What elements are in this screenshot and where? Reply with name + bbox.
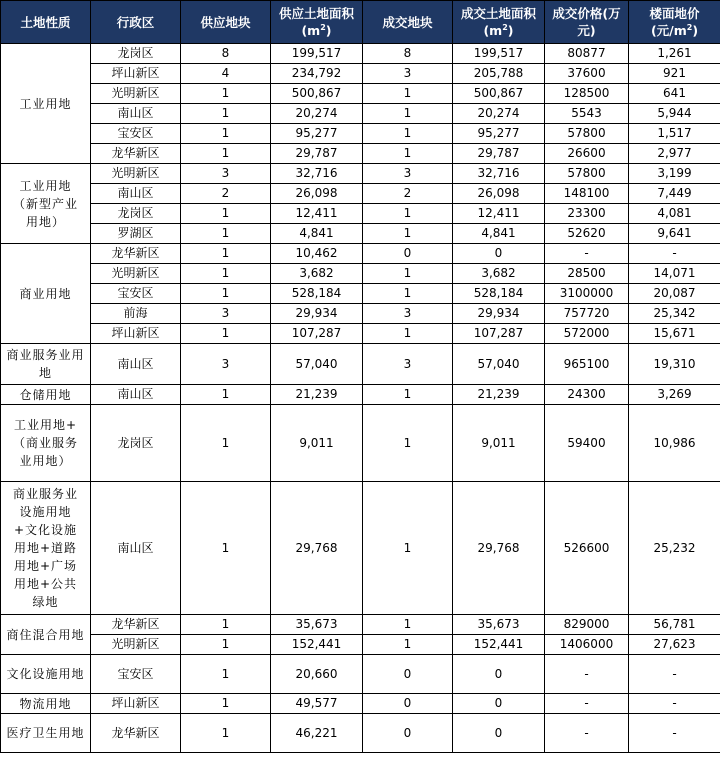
table-row [1, 224, 720, 244]
deal-count-cell: 3 [363, 64, 453, 84]
table-row [1, 264, 720, 284]
floor-price-cell: 20,087 [629, 284, 720, 304]
superscript-two: 2 [686, 22, 693, 32]
table-row [1, 44, 720, 64]
supply-area-cell: 199,517 [271, 44, 363, 64]
supply-count-cell: 1 [181, 244, 271, 264]
supply-area-cell: 21,239 [271, 385, 363, 405]
floor-price-cell: 9,641 [629, 224, 720, 244]
deal-area-cell: 35,673 [453, 615, 545, 635]
price-cell: - [545, 244, 629, 264]
supply-area-cell: 234,792 [271, 64, 363, 84]
floor-price-cell: 7,449 [629, 184, 720, 204]
price-cell: 1406000 [545, 635, 629, 655]
price-cell: 965100 [545, 344, 629, 385]
supply-area-cell: 500,867 [271, 84, 363, 104]
price-cell: - [545, 714, 629, 753]
supply-area-cell: 4,841 [271, 224, 363, 244]
deal-count-cell: 1 [363, 324, 453, 344]
deal-area-cell: 0 [453, 244, 545, 264]
table-row [1, 244, 720, 264]
header-price: 成交价格(万元) [545, 1, 629, 44]
floor-price-cell: 10,986 [629, 405, 720, 482]
district-cell: 龙岗区 [91, 405, 181, 482]
price-cell: 148100 [545, 184, 629, 204]
floor-price-cell: - [629, 655, 720, 694]
supply-area-cell: 20,660 [271, 655, 363, 694]
table-row [1, 405, 720, 482]
supply-count-cell: 3 [181, 164, 271, 184]
table-row [1, 144, 720, 164]
supply-area-cell: 107,287 [271, 324, 363, 344]
floor-price-cell: 3,269 [629, 385, 720, 405]
deal-count-cell: 1 [363, 615, 453, 635]
price-cell: 5543 [545, 104, 629, 124]
district-cell: 南山区 [91, 344, 181, 385]
deal-area-cell: 0 [453, 655, 545, 694]
district-cell: 龙岗区 [91, 44, 181, 64]
price-cell: 28500 [545, 264, 629, 284]
deal-count-cell: 1 [363, 144, 453, 164]
deal-count-cell: 3 [363, 344, 453, 385]
district-cell: 前海 [91, 304, 181, 324]
price-cell: 829000 [545, 615, 629, 635]
land-type-cell: 仓储用地 [1, 385, 91, 405]
supply-count-cell: 1 [181, 224, 271, 244]
district-cell: 宝安区 [91, 284, 181, 304]
deal-count-cell: 1 [363, 385, 453, 405]
supply-count-cell: 2 [181, 184, 271, 204]
superscript-two: 2 [320, 22, 326, 32]
deal-count-cell: 2 [363, 184, 453, 204]
supply-count-cell: 1 [181, 482, 271, 615]
deal-count-cell: 1 [363, 635, 453, 655]
supply-area-cell: 12,411 [271, 204, 363, 224]
land-type-label: 工业用地+（商业服务业用地） [12, 418, 78, 468]
deal-count-cell: 3 [363, 304, 453, 324]
supply-count-cell: 1 [181, 204, 271, 224]
district-cell: 光明新区 [91, 264, 181, 284]
table-row [1, 304, 720, 324]
header-district: 行政区 [91, 1, 181, 44]
supply-count-cell: 1 [181, 405, 271, 482]
deal-count-cell: 1 [363, 104, 453, 124]
floor-price-cell: - [629, 244, 720, 264]
supply-count-cell: 1 [181, 84, 271, 104]
deal-area-cell: 26,098 [453, 184, 545, 204]
deal-area-cell: 29,787 [453, 144, 545, 164]
floor-price-cell: 25,342 [629, 304, 720, 324]
deal-count-cell: 1 [363, 84, 453, 104]
supply-count-cell: 1 [181, 655, 271, 694]
deal-area-cell: 21,239 [453, 385, 545, 405]
supply-area-cell: 57,040 [271, 344, 363, 385]
deal-area-cell: 29,934 [453, 304, 545, 324]
floor-price-cell: 5,944 [629, 104, 720, 124]
deal-count-cell: 1 [363, 124, 453, 144]
supply-area-cell: 10,462 [271, 244, 363, 264]
price-cell: 757720 [545, 304, 629, 324]
floor-price-cell: 27,623 [629, 635, 720, 655]
table-row [1, 64, 720, 84]
price-cell: 52620 [545, 224, 629, 244]
land-type-cell: 文化设施用地 [1, 655, 91, 694]
table-row [1, 104, 720, 124]
price-cell: 57800 [545, 124, 629, 144]
deal-area-cell: 528,184 [453, 284, 545, 304]
deal-area-cell: 32,716 [453, 164, 545, 184]
table-row [1, 344, 720, 385]
floor-price-cell: 19,310 [629, 344, 720, 385]
table-row [1, 694, 720, 714]
table-row [1, 84, 720, 104]
supply-area-cell: 20,274 [271, 104, 363, 124]
table-row [1, 164, 720, 184]
supply-count-cell: 1 [181, 635, 271, 655]
district-cell: 光明新区 [91, 84, 181, 104]
land-type-cell: 医疗卫生用地 [1, 714, 91, 753]
deal-area-cell: 199,517 [453, 44, 545, 64]
header-row [1, 1, 720, 44]
deal-area-cell: 3,682 [453, 264, 545, 284]
district-cell: 龙华新区 [91, 244, 181, 264]
supply-area-cell: 49,577 [271, 694, 363, 714]
table-row [1, 204, 720, 224]
district-cell: 宝安区 [91, 124, 181, 144]
price-cell: - [545, 655, 629, 694]
supply-area-cell: 32,716 [271, 164, 363, 184]
deal-count-cell: 1 [363, 224, 453, 244]
deal-area-cell: 4,841 [453, 224, 545, 244]
district-cell: 宝安区 [91, 655, 181, 694]
header-supply-count: 供应地块 [181, 1, 271, 44]
floor-price-cell: 3,199 [629, 164, 720, 184]
supply-count-cell: 1 [181, 714, 271, 753]
district-cell: 南山区 [91, 385, 181, 405]
supply-area-cell: 95,277 [271, 124, 363, 144]
supply-count-cell: 1 [181, 104, 271, 124]
deal-count-cell: 1 [363, 482, 453, 615]
district-cell: 龙华新区 [91, 144, 181, 164]
floor-price-cell: - [629, 694, 720, 714]
district-cell: 坪山新区 [91, 64, 181, 84]
table-row [1, 615, 720, 635]
supply-count-cell: 1 [181, 264, 271, 284]
land-type-cell [1, 405, 91, 482]
table-row [1, 184, 720, 204]
district-cell: 南山区 [91, 482, 181, 615]
deal-area-cell: 0 [453, 714, 545, 753]
floor-price-cell: 15,671 [629, 324, 720, 344]
district-cell: 光明新区 [91, 635, 181, 655]
price-cell: 24300 [545, 385, 629, 405]
deal-count-cell: 0 [363, 694, 453, 714]
land-type-cell: 物流用地 [1, 694, 91, 714]
district-cell: 龙华新区 [91, 615, 181, 635]
supply-count-cell: 3 [181, 344, 271, 385]
supply-count-cell: 1 [181, 385, 271, 405]
supply-area-cell: 29,787 [271, 144, 363, 164]
district-cell: 坪山新区 [91, 324, 181, 344]
deal-area-cell: 20,274 [453, 104, 545, 124]
superscript-two: 2 [502, 22, 508, 32]
deal-count-cell: 0 [363, 655, 453, 694]
floor-price-cell: 56,781 [629, 615, 720, 635]
supply-area-cell: 29,934 [271, 304, 363, 324]
floor-price-cell: 14,071 [629, 264, 720, 284]
supply-count-cell: 3 [181, 304, 271, 324]
header-deal-area: 成交土地面积$(m^2)$ [453, 1, 545, 44]
table-row [1, 655, 720, 694]
supply-area-cell: 26,098 [271, 184, 363, 204]
table-row [1, 714, 720, 753]
district-cell: 罗湖区 [91, 224, 181, 244]
header-deal-count: 成交地块 [363, 1, 453, 44]
header-floor-price: 楼面地价(元$/m^2$) [629, 1, 720, 44]
supply-count-cell: 1 [181, 694, 271, 714]
table-body [1, 44, 720, 753]
table-row [1, 482, 720, 615]
deal-count-cell: 1 [363, 204, 453, 224]
supply-count-cell: 1 [181, 144, 271, 164]
supply-area-cell: 528,184 [271, 284, 363, 304]
floor-price-cell: 921 [629, 64, 720, 84]
deal-count-cell: 1 [363, 284, 453, 304]
floor-price-cell: - [629, 714, 720, 753]
deal-area-cell: 95,277 [453, 124, 545, 144]
deal-count-cell: 0 [363, 714, 453, 753]
deal-count-cell: 8 [363, 44, 453, 64]
header-supply-area: 供应土地面积$(m^2)$ [271, 1, 363, 44]
floor-price-cell: 4,081 [629, 204, 720, 224]
price-cell: 3100000 [545, 284, 629, 304]
supply-count-cell: 1 [181, 615, 271, 635]
deal-count-cell: 1 [363, 264, 453, 284]
supply-count-cell: 1 [181, 324, 271, 344]
deal-count-cell: 1 [363, 405, 453, 482]
deal-area-cell: 107,287 [453, 324, 545, 344]
district-cell: 龙华新区 [91, 714, 181, 753]
land-type-cell [1, 482, 91, 615]
supply-area-cell: 9,011 [271, 405, 363, 482]
supply-area-cell: 46,221 [271, 714, 363, 753]
supply-count-cell: 1 [181, 124, 271, 144]
price-cell: 23300 [545, 204, 629, 224]
district-cell: 南山区 [91, 184, 181, 204]
price-cell: 526600 [545, 482, 629, 615]
deal-area-cell: 0 [453, 694, 545, 714]
deal-area-cell: 152,441 [453, 635, 545, 655]
table-row [1, 124, 720, 144]
floor-price-cell: 2,977 [629, 144, 720, 164]
table-row [1, 284, 720, 304]
floor-price-cell: 641 [629, 84, 720, 104]
deal-count-cell: 3 [363, 164, 453, 184]
land-type-cell: 商业服务业用地 [1, 344, 91, 385]
price-cell: - [545, 694, 629, 714]
district-cell: 光明新区 [91, 164, 181, 184]
land-type-cell: 商业用地 [1, 244, 91, 344]
district-cell: 坪山新区 [91, 694, 181, 714]
deal-area-cell: 205,788 [453, 64, 545, 84]
supply-area-cell: 152,441 [271, 635, 363, 655]
land-type-cell [1, 164, 91, 244]
floor-price-cell: 1,517 [629, 124, 720, 144]
price-cell: 26600 [545, 144, 629, 164]
price-cell: 572000 [545, 324, 629, 344]
land-type-label: 工业用地（新型产业用地） [12, 178, 78, 229]
floor-price-cell: 25,232 [629, 482, 720, 615]
table-row [1, 635, 720, 655]
deal-area-cell: 12,411 [453, 204, 545, 224]
deal-area-cell: 9,011 [453, 405, 545, 482]
land-type-cell: 商住混合用地 [1, 615, 91, 655]
land-type-cell: 工业用地 [1, 44, 91, 164]
price-cell: 37600 [545, 64, 629, 84]
supply-count-cell: 4 [181, 64, 271, 84]
deal-area-cell: 500,867 [453, 84, 545, 104]
deal-area-cell: 29,768 [453, 482, 545, 615]
land-type-label: 商业服务业设施用地+文化设施用地+道路用地+广场用地+公共绿地 [12, 487, 78, 609]
header-type: 土地性质 [1, 1, 91, 44]
price-cell: 128500 [545, 84, 629, 104]
supply-area-cell: 35,673 [271, 615, 363, 635]
floor-price-cell: 1,261 [629, 44, 720, 64]
supply-area-cell: 29,768 [271, 482, 363, 615]
table-row [1, 324, 720, 344]
price-cell: 57800 [545, 164, 629, 184]
deal-area-cell: 57,040 [453, 344, 545, 385]
price-cell: 80877 [545, 44, 629, 64]
district-cell: 南山区 [91, 104, 181, 124]
district-cell: 龙岗区 [91, 204, 181, 224]
deal-count-cell: 0 [363, 244, 453, 264]
table-row [1, 385, 720, 405]
supply-area-cell: 3,682 [271, 264, 363, 284]
supply-count-cell: 8 [181, 44, 271, 64]
supply-count-cell: 1 [181, 284, 271, 304]
price-cell: 59400 [545, 405, 629, 482]
